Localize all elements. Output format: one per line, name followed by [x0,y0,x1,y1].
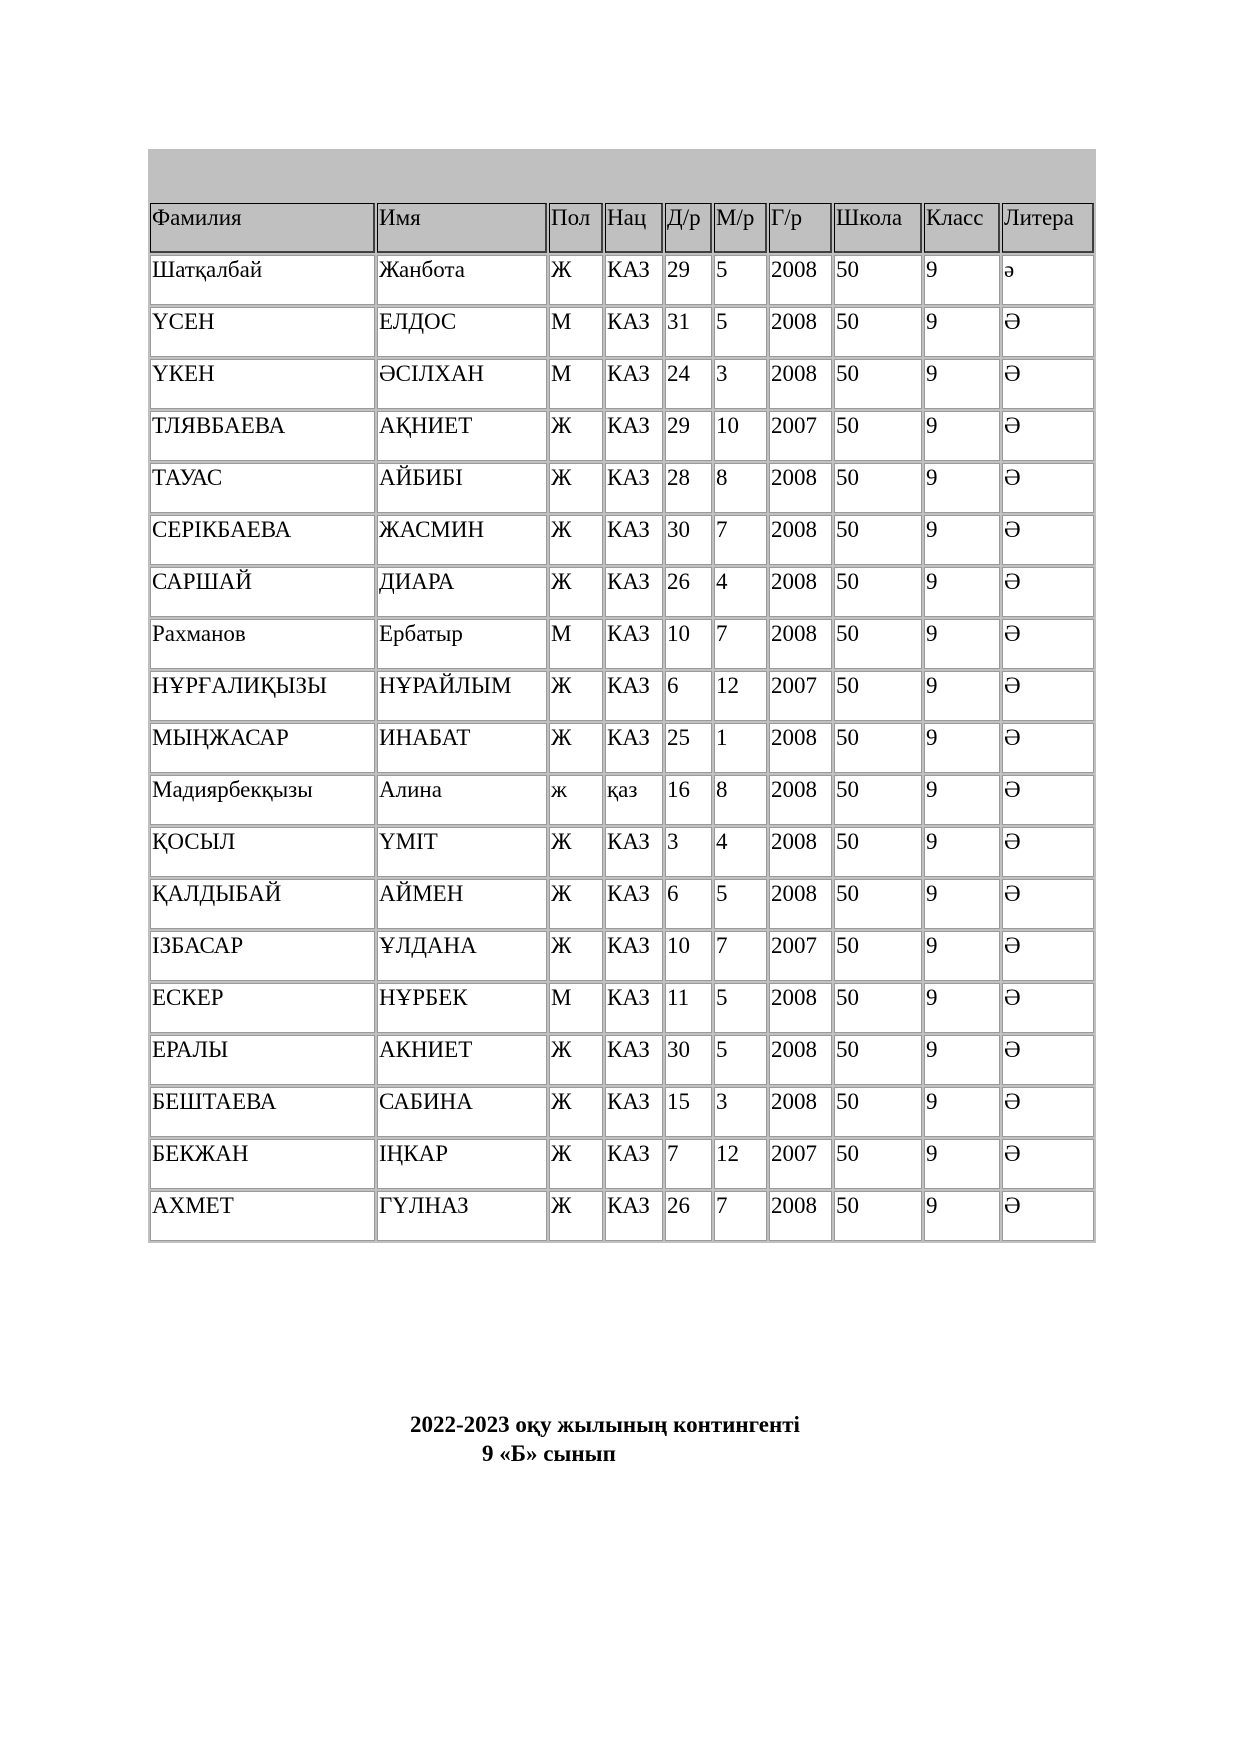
cell-school: 50 [834,463,922,513]
cell-school: 50 [834,255,922,305]
table-row [150,671,1094,721]
cell-school: 50 [834,1191,922,1241]
cell-birth-day: 30 [665,515,712,565]
cell-birth-year: 2008 [769,827,832,877]
cell-birth-month: 8 [714,775,767,825]
cell-surname: Мадиярбекқызы [150,775,375,825]
cell-class: 9 [924,931,1000,981]
cell-birth-day: 6 [665,879,712,929]
cell-birth-year: 2008 [769,983,832,1033]
cell-gender: Ж [549,463,603,513]
cell-birth-day: 26 [665,567,712,617]
cell-letter: Ә [1002,1191,1094,1241]
cell-birth-day: 10 [665,619,712,669]
cell-letter: Ә [1002,307,1094,357]
cell-gender: М [549,619,603,669]
cell-school: 50 [834,723,922,773]
cell-gender: Ж [549,827,603,877]
cell-gender: Ж [549,1035,603,1085]
cell-birth-month: 7 [714,515,767,565]
table-row [150,827,1094,877]
cell-letter: Ә [1002,359,1094,409]
cell-birth-month: 12 [714,1139,767,1189]
cell-birth-year: 2008 [769,307,832,357]
cell-nationality: КАЗ [605,1139,663,1189]
cell-nationality: КАЗ [605,255,663,305]
cell-birth-year: 2008 [769,879,832,929]
cell-name: ЕЛДОС [377,307,547,357]
header-surname: Фамилия [150,203,375,253]
header-gender: Пол [549,203,603,253]
cell-name: АЙБИБІ [377,463,547,513]
cell-gender: Ж [549,723,603,773]
cell-gender: Ж [549,879,603,929]
table-row [150,723,1094,773]
cell-gender: ж [549,775,603,825]
cell-letter: Ә [1002,1139,1094,1189]
cell-nationality: КАЗ [605,827,663,877]
cell-class: 9 [924,515,1000,565]
cell-name: ГҮЛНАЗ [377,1191,547,1241]
cell-nationality: КАЗ [605,1035,663,1085]
cell-birth-year: 2007 [769,411,832,461]
cell-class: 9 [924,1087,1000,1137]
cell-birth-year: 2007 [769,1139,832,1189]
cell-surname: Шатқалбай [150,255,375,305]
cell-name: Ербатыр [377,619,547,669]
cell-birth-day: 30 [665,1035,712,1085]
cell-birth-month: 3 [714,359,767,409]
cell-gender: Ж [549,1087,603,1137]
cell-gender: Ж [549,411,603,461]
cell-birth-month: 12 [714,671,767,721]
cell-school: 50 [834,931,922,981]
cell-surname: ҮКЕН [150,359,375,409]
cell-class: 9 [924,567,1000,617]
cell-gender: Ж [549,255,603,305]
cell-gender: Ж [549,1191,603,1241]
cell-surname: Рахманов [150,619,375,669]
cell-nationality: КАЗ [605,1087,663,1137]
cell-letter: Ә [1002,723,1094,773]
cell-gender: М [549,983,603,1033]
cell-birth-year: 2008 [769,359,832,409]
caption-title: 2022-2023 оқу жылының контингенті [410,1412,800,1437]
cell-letter: Ә [1002,515,1094,565]
cell-nationality: КАЗ [605,359,663,409]
cell-class: 9 [924,983,1000,1033]
cell-school: 50 [834,515,922,565]
cell-nationality: КАЗ [605,619,663,669]
cell-birth-day: 24 [665,359,712,409]
cell-letter: Ә [1002,619,1094,669]
cell-birth-year: 2007 [769,931,832,981]
header-birth-year: Г/р [769,203,832,253]
cell-letter: Ә [1002,775,1094,825]
cell-letter: ә [1002,255,1094,305]
cell-school: 50 [834,827,922,877]
table-row [150,1191,1094,1241]
cell-birth-month: 1 [714,723,767,773]
cell-surname: САРШАЙ [150,567,375,617]
caption-class: 9 «Б» сынып [482,1441,616,1466]
cell-surname: АХМЕТ [150,1191,375,1241]
header-nationality: Нац [605,203,663,253]
cell-birth-year: 2008 [769,619,832,669]
cell-school: 50 [834,1087,922,1137]
cell-school: 50 [834,1035,922,1085]
table-row [150,931,1094,981]
cell-surname: ТЛЯВБАЕВА [150,411,375,461]
cell-name: ҰЛДАНА [377,931,547,981]
cell-birth-day: 6 [665,671,712,721]
cell-surname: ҮСЕН [150,307,375,357]
cell-birth-day: 29 [665,411,712,461]
cell-class: 9 [924,463,1000,513]
table-row [150,1035,1094,1085]
cell-name: ЖАСМИН [377,515,547,565]
cell-birth-year: 2008 [769,515,832,565]
cell-nationality: КАЗ [605,567,663,617]
cell-birth-day: 26 [665,1191,712,1241]
cell-school: 50 [834,775,922,825]
cell-letter: Ә [1002,931,1094,981]
table-caption-cell [150,151,1094,201]
cell-class: 9 [924,827,1000,877]
cell-birth-month: 10 [714,411,767,461]
table-row [150,255,1094,305]
cell-surname: НҰРҒАЛИҚЫЗЫ [150,671,375,721]
table-row [150,879,1094,929]
cell-nationality: КАЗ [605,723,663,773]
cell-nationality: КАЗ [605,515,663,565]
table-body [150,151,1094,1241]
cell-surname: БЕКЖАН [150,1139,375,1189]
table-row [150,307,1094,357]
cell-birth-day: 11 [665,983,712,1033]
cell-surname: ЕСКЕР [150,983,375,1033]
cell-birth-year: 2008 [769,255,832,305]
cell-gender: М [549,359,603,409]
cell-birth-day: 29 [665,255,712,305]
cell-class: 9 [924,671,1000,721]
header-class: Класс [924,203,1000,253]
cell-birth-month: 3 [714,1087,767,1137]
cell-name: НҰРАЙЛЫМ [377,671,547,721]
cell-birth-month: 7 [714,1191,767,1241]
cell-gender: М [549,307,603,357]
cell-school: 50 [834,359,922,409]
cell-birth-year: 2007 [769,671,832,721]
cell-birth-month: 4 [714,567,767,617]
cell-name: САБИНА [377,1087,547,1137]
cell-name: Жанбота [377,255,547,305]
cell-school: 50 [834,879,922,929]
cell-class: 9 [924,1191,1000,1241]
cell-school: 50 [834,411,922,461]
cell-birth-month: 5 [714,255,767,305]
cell-nationality: КАЗ [605,931,663,981]
cell-letter: Ә [1002,567,1094,617]
cell-birth-year: 2008 [769,463,832,513]
cell-letter: Ә [1002,879,1094,929]
cell-name: ҮМІТ [377,827,547,877]
table-row [150,1139,1094,1189]
cell-surname: БЕШТАЕВА [150,1087,375,1137]
cell-nationality: қаз [605,775,663,825]
cell-birth-day: 31 [665,307,712,357]
table-row [150,567,1094,617]
cell-class: 9 [924,723,1000,773]
table-row [150,359,1094,409]
cell-name: ІҢКАР [377,1139,547,1189]
cell-birth-day: 25 [665,723,712,773]
cell-gender: Ж [549,1139,603,1189]
cell-birth-month: 4 [714,827,767,877]
cell-surname: ҚОСЫЛ [150,827,375,877]
cell-class: 9 [924,411,1000,461]
cell-birth-month: 8 [714,463,767,513]
header-name: Имя [377,203,547,253]
cell-surname: ҚАЛДЫБАЙ [150,879,375,929]
cell-name: АҚНИЕТ [377,411,547,461]
cell-gender: Ж [549,931,603,981]
cell-surname: ІЗБАСАР [150,931,375,981]
cell-class: 9 [924,359,1000,409]
cell-letter: Ә [1002,671,1094,721]
cell-school: 50 [834,307,922,357]
cell-class: 9 [924,619,1000,669]
cell-letter: Ә [1002,463,1094,513]
table-header-row [150,203,1094,253]
cell-school: 50 [834,1139,922,1189]
cell-name: Алина [377,775,547,825]
cell-birth-year: 2008 [769,1191,832,1241]
cell-nationality: КАЗ [605,463,663,513]
cell-nationality: КАЗ [605,879,663,929]
cell-letter: Ә [1002,1035,1094,1085]
cell-letter: Ә [1002,983,1094,1033]
header-birth-day: Д/р [665,203,712,253]
table-row [150,463,1094,513]
cell-class: 9 [924,879,1000,929]
cell-birth-day: 3 [665,827,712,877]
cell-birth-day: 28 [665,463,712,513]
cell-class: 9 [924,1139,1000,1189]
cell-birth-month: 5 [714,307,767,357]
cell-birth-month: 7 [714,619,767,669]
table-row [150,619,1094,669]
cell-class: 9 [924,307,1000,357]
cell-letter: Ә [1002,411,1094,461]
cell-letter: Ә [1002,827,1094,877]
cell-class: 9 [924,255,1000,305]
cell-nationality: КАЗ [605,1191,663,1241]
table-caption-bar [150,151,1094,201]
header-birth-month: М/р [714,203,767,253]
table-row [150,983,1094,1033]
cell-birth-year: 2008 [769,723,832,773]
cell-nationality: КАЗ [605,307,663,357]
contingent-table [148,149,1096,1243]
cell-name: НҰРБЕК [377,983,547,1033]
cell-name: ИНАБАТ [377,723,547,773]
cell-surname: ТАУАС [150,463,375,513]
cell-name: ӘСІЛХАН [377,359,547,409]
cell-school: 50 [834,671,922,721]
cell-nationality: КАЗ [605,671,663,721]
table-row [150,1087,1094,1137]
cell-gender: Ж [549,671,603,721]
cell-surname: СЕРІКБАЕВА [150,515,375,565]
cell-class: 9 [924,1035,1000,1085]
cell-birth-month: 7 [714,931,767,981]
cell-birth-day: 15 [665,1087,712,1137]
table-row [150,775,1094,825]
cell-school: 50 [834,567,922,617]
cell-birth-year: 2008 [769,1087,832,1137]
cell-school: 50 [834,619,922,669]
header-school: Школа [834,203,922,253]
cell-name: ДИАРА [377,567,547,617]
cell-name: АЙМЕН [377,879,547,929]
cell-birth-month: 5 [714,879,767,929]
cell-birth-year: 2008 [769,567,832,617]
cell-birth-month: 5 [714,983,767,1033]
header-letter: Литера [1002,203,1094,253]
cell-gender: Ж [549,515,603,565]
cell-name: АКНИЕТ [377,1035,547,1085]
cell-birth-month: 5 [714,1035,767,1085]
cell-school: 50 [834,983,922,1033]
cell-birth-day: 7 [665,1139,712,1189]
cell-nationality: КАЗ [605,411,663,461]
cell-surname: МЫҢЖАСАР [150,723,375,773]
cell-birth-year: 2008 [769,1035,832,1085]
cell-class: 9 [924,775,1000,825]
cell-letter: Ә [1002,1087,1094,1137]
table-row [150,515,1094,565]
table-row [150,411,1094,461]
cell-birth-year: 2008 [769,775,832,825]
cell-birth-day: 10 [665,931,712,981]
cell-birth-day: 16 [665,775,712,825]
cell-gender: Ж [549,567,603,617]
cell-nationality: КАЗ [605,983,663,1033]
cell-surname: ЕРАЛЫ [150,1035,375,1085]
